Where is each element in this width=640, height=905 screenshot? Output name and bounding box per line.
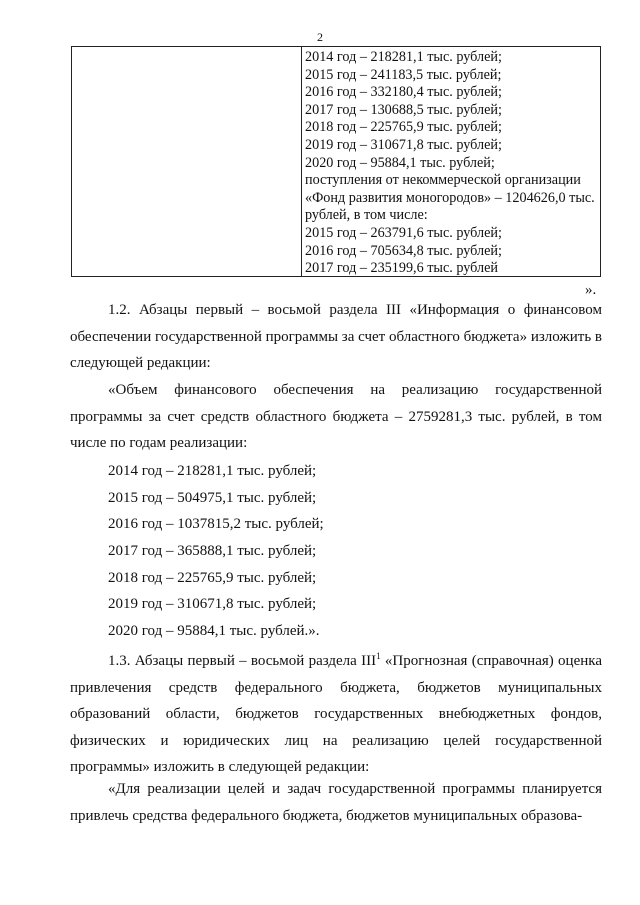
table-line: 2020 год – 95884,1 тыс. рублей; [305,154,495,171]
section-1-2-text: 1.2. Абзацы первый – восьмой раздела III «Информация о финансовом обеспечении государственной программы за счет областного бюджета» изложить в следующей редакции: [70,302,603,371]
table-line: 2017 год – 235199,6 тыс. рублей [305,260,498,277]
year-line: 2016 год – 1037815,2 тыс. рублей; [108,516,324,533]
year-line: 2018 год – 225765,9 тыс. рублей; [108,569,317,586]
year-line: 2020 год – 95884,1 тыс. рублей.». [108,623,320,640]
page-number: 2 [317,30,323,44]
section-1-3-superscript: 1 [376,651,381,661]
table-line: 2014 год – 218281,1 тыс. рублей; [305,49,502,65]
table-line: 2015 год – 241183,5 тыс. рублей; [305,66,502,83]
quote-1-text: «Объем финансового обеспечения на реализацию государственной программы за счет средств областного бюджета – 2759281,3 тыс. рублей, в том числе по годам реализации: [70,382,602,451]
table-line: 2017 год – 130688,5 тыс. рублей; [305,101,502,118]
section-1-3-before: 1.3. Абзацы первый – восьмой раздела III [108,653,377,669]
table-column-divider [301,47,302,276]
year-line: 2014 год – 218281,1 тыс. рублей; [108,463,317,479]
year-line: 2017 год – 365888,1 тыс. рублей; [108,543,317,560]
quote-2-text: «Для реализации целей и задач государственной программы планируется привлечь средства федерального бюджета, бюджетов муниципальных образова- [70,781,602,824]
year-line: 2019 год – 310671,8 тыс. рублей; [108,596,317,613]
quote-2-paragraph [70,776,602,829]
table-line: 2018 год – 225765,9 тыс. рублей; [305,119,502,136]
section-1-3-paragraph [70,643,602,781]
section-1-3-after: «Прогнозная (справочная) оценка привлечения средств федерального бюджета, бюджетов муниципальных образований области, бюджетов государственных внебюджетных фондов, физических и юридических лиц на реализацию целей государственной программы» изложить в следующей редакции: [70,653,602,775]
table-line: 2015 год – 263791,6 тыс. рублей; [305,224,502,241]
table-right-cell [305,49,597,278]
year-line: 2015 год – 504975,1 тыс. рублей; [108,489,317,506]
table-line: 2016 год – 705634,8 тыс. рублей; [305,242,502,259]
closing-quote: ». [585,282,597,298]
table-line: 2019 год – 310671,8 тыс. рублей; [305,136,502,153]
table-line: поступления от некоммерческой организации «Фонд развития моногородов» – 1204626,0 тыс. рублей, в том числе: [305,172,595,224]
section-1-2-paragraph [70,297,602,377]
section-1-3-text [70,643,602,781]
quote-1-paragraph [70,377,602,457]
table-line: 2016 год – 332180,4 тыс. рублей; [305,84,502,101]
years-list [108,458,324,645]
funding-table [71,46,601,277]
